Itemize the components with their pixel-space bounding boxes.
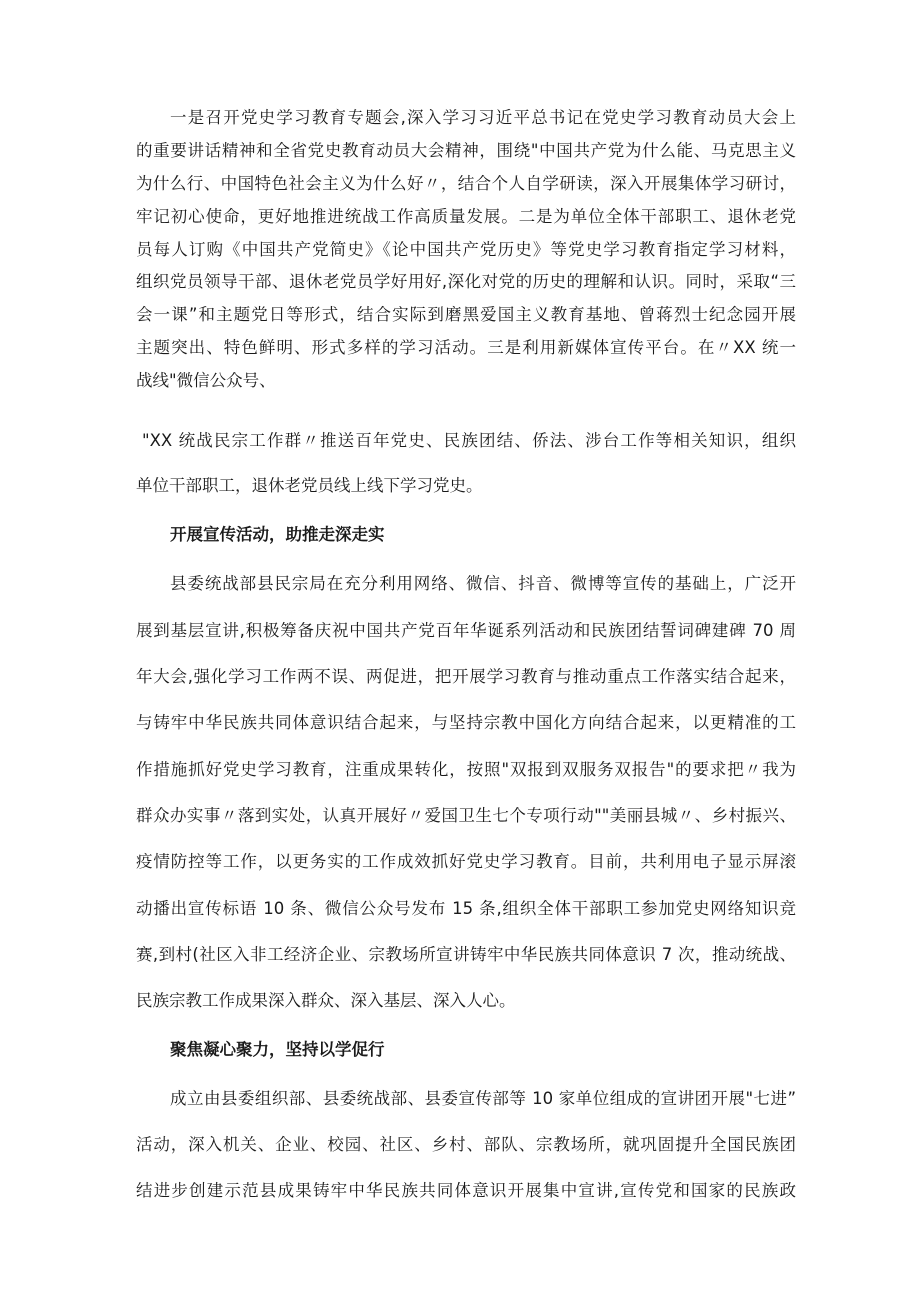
paragraph-2-line-2: 单位干部职工，退休老党员线上线下学习党史。 (136, 476, 483, 495)
paragraph-1-line-5: 员每人订购《中国共产党简史》《论中国共产党历史》等党史学习教育指定学习材料， (136, 240, 796, 259)
paragraph-3-line-6: 群众办实事〃落到实处，认真开展好〃爱国卫生七个专项行动""美丽县城〃、乡村振兴、 (136, 806, 796, 825)
paragraph-1-line-6: 组织党员领导干部、退休老党员学好用好,深化对党的历史的理解和认识。同时，采取“三 (136, 272, 796, 291)
paragraph-3-line-5: 作措施抓好党史学习教育，注重成果转化，按照"双报到双服务双报告"的要求把〃我为 (136, 760, 796, 779)
paragraph-3-line-10: 民族宗教工作成果深入群众、深入基层、深入人心。 (136, 991, 516, 1010)
paragraph-4-line-1: 成立由县委组织部、县委统战部、县委宣传部等 10 家单位组成的宣讲团开展"七进” (170, 1089, 796, 1108)
paragraph-3-line-8: 动播出宣传标语 10 条、微信公众号发布 15 条,组织全体干部职工参加党史网络知识竞 (136, 899, 796, 918)
section-heading-2: 聚焦凝心聚力，坚持以学促行 (170, 1040, 385, 1059)
paragraph-1-line-3: 为什么行、中国特色社会主义为什么好〃，结合个人自学研读，深入开展集体学习研讨， (136, 174, 796, 193)
paragraph-4-line-2: 活动，深入机关、企业、校园、社区、乡村、部队、宗教场所，就巩固提升全国民族团 (136, 1135, 796, 1154)
paragraph-3-line-2: 展到基层宣讲,积极筹备庆祝中国共产党百年华诞系列活动和民族团结誓词碑建碑 70 周 (136, 621, 796, 640)
paragraph-3-line-4: 与铸牢中华民族共同体意识结合起来，与坚持宗教中国化方向结合起来，以更精准的工 (136, 713, 796, 732)
paragraph-1-line-1: 一是召开党史学习教育专题会,深入学习习近平总书记在党史学习教育动员大会上 (170, 108, 796, 127)
paragraph-3-line-3: 年大会,强化学习工作两不误、两促进，把开展学习教育与推动重点工作落实结合起来， (136, 667, 796, 686)
section-heading-1: 开展宣传活动，助推走深走实 (170, 525, 385, 544)
paragraph-1-line-7: 会一课”和主题党日等形式，结合实际到磨黑爱国主义教育基地、曾蒋烈士纪念园开展 (136, 305, 796, 324)
paragraph-1-line-2: 的重要讲话精神和全省党史教育动员大会精神，围绕"中国共产党为什么能、马克思主义 (136, 141, 796, 160)
paragraph-1-line-9: 战线"微信公众号、 (136, 371, 276, 390)
paragraph-2-line-1: "XX 统战民宗工作群〃推送百年党史、民族团结、侨法、涉台工作等相关知识，组织 (142, 431, 796, 450)
paragraph-1-line-8: 主题突出、特色鲜明、形式多样的学习活动。三是利用新媒体宣传平台。在〃XX 统一 (136, 338, 796, 357)
paragraph-3-line-7: 疫情防控等工作，以更务实的工作成效抓好党史学习教育。目前，共利用电子显示屏滚 (136, 852, 796, 871)
paragraph-3-line-1: 县委统战部县民宗局在充分利用网络、微信、抖音、微博等宣传的基础上，广泛开 (170, 574, 796, 593)
paragraph-4-line-3: 结进步创建示范县成果铸牢中华民族共同体意识开展集中宣讲,宣传党和国家的民族政 (136, 1181, 796, 1200)
paragraph-1-line-4: 牢记初心使命，更好地推进统战工作高质量发展。二是为单位全体干部职工、退休老党 (136, 207, 796, 226)
paragraph-3-line-9: 赛,到村(社区入非工经济企业、宗教场所宣讲铸牢中华民族共同体意识 7 次，推动统战、 (136, 945, 796, 964)
